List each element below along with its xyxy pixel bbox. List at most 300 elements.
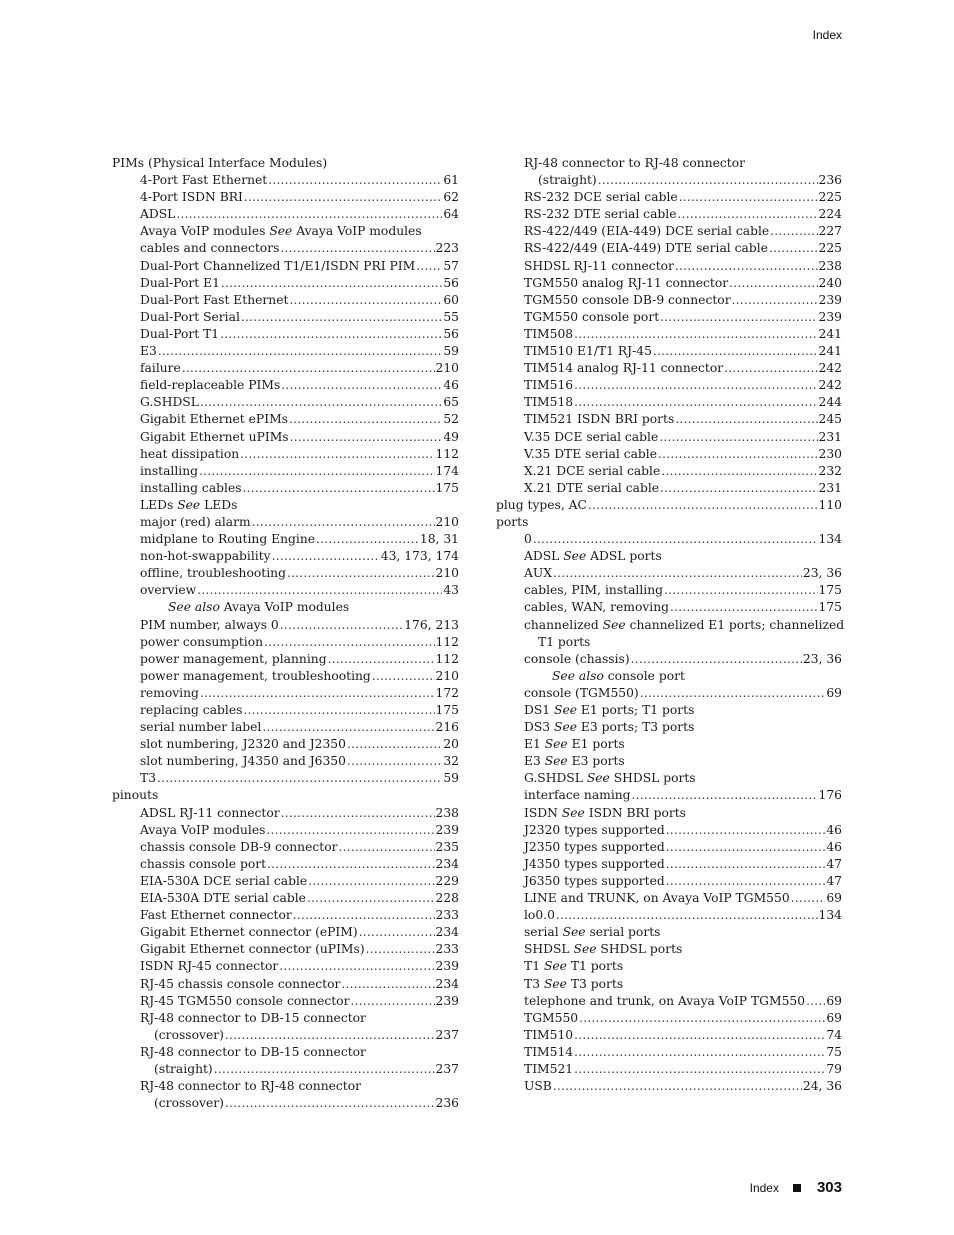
- index-entry: [112, 1095, 459, 1112]
- page-reference: 210: [435, 514, 459, 529]
- index-entry-term: [538, 634, 590, 651]
- index-entry-term: [524, 1061, 573, 1078]
- index-term-text: (crossover): [154, 1096, 224, 1111]
- index-entry: [496, 172, 842, 189]
- page-reference: 231: [818, 429, 842, 444]
- index-entry-term: [140, 531, 315, 548]
- page-reference: 176: [818, 788, 842, 803]
- dot-leader: [280, 617, 403, 634]
- index-entry-term: [524, 343, 652, 360]
- page-reference: 234: [435, 925, 459, 940]
- index-entry-term: [524, 856, 665, 873]
- page-reference: 239: [818, 309, 842, 324]
- index-term-text: TIM510 E1/T1 RJ-45: [524, 344, 652, 359]
- index-entry-term: [140, 326, 219, 343]
- index-entry: [496, 856, 842, 873]
- index-entry: [112, 634, 459, 651]
- dot-leader: [770, 223, 817, 240]
- index-entry: [496, 787, 842, 804]
- dot-leader: [666, 856, 826, 873]
- page-reference: 176, 213: [404, 617, 459, 632]
- index-entry: [112, 822, 459, 839]
- index-entry: [496, 531, 842, 548]
- index-entry: [112, 480, 459, 497]
- index-entry-term: [140, 976, 340, 993]
- index-entry: [112, 446, 459, 463]
- index-term-text: major (red) alarm: [140, 514, 251, 529]
- index-term-text: Avaya VoIP modules: [292, 224, 422, 239]
- index-term-text: non-hot-swappability: [140, 549, 271, 564]
- dot-leader: [574, 394, 817, 411]
- page-reference: 237: [435, 1061, 459, 1076]
- page-reference: 134: [818, 908, 842, 923]
- index-term-text: SHDSL ports: [596, 942, 683, 957]
- index-column-right: [496, 155, 845, 1095]
- index-entry: [496, 599, 842, 616]
- index-entry-term: [524, 548, 662, 565]
- index-entry: [112, 873, 459, 890]
- index-entry-term: [140, 240, 279, 257]
- page-reference: 236: [818, 173, 842, 188]
- index-entry-term: [524, 292, 731, 309]
- index-entry-term: [524, 873, 665, 890]
- dot-leader: [307, 890, 435, 907]
- page-reference: 62: [443, 190, 459, 205]
- page-reference: 231: [818, 480, 842, 495]
- page-reference: 61: [443, 173, 459, 188]
- index-entry-term: [524, 240, 768, 257]
- dot-leader: [678, 206, 818, 223]
- index-entry: [112, 1010, 459, 1027]
- page-reference: 233: [435, 942, 459, 957]
- page-reference: 56: [443, 275, 459, 290]
- index-entry-term: [524, 941, 682, 958]
- index-entry: [496, 514, 842, 531]
- dot-leader: [308, 873, 434, 890]
- dot-leader: [220, 326, 442, 343]
- index-entry: [112, 753, 459, 770]
- dot-leader: [225, 1027, 435, 1044]
- dot-leader: [287, 565, 435, 582]
- page-reference: 24, 36: [802, 1079, 842, 1094]
- index-entry-term: [524, 565, 552, 582]
- index-entry: [496, 206, 842, 223]
- index-term-text: T3: [524, 976, 544, 991]
- index-entry-term: [140, 497, 237, 514]
- index-term-text: TGM550: [524, 1010, 579, 1025]
- dot-leader: [632, 787, 818, 804]
- dot-leader: [262, 719, 434, 736]
- index-entry: [112, 958, 459, 975]
- index-entry: [112, 651, 459, 668]
- dot-leader: [200, 685, 435, 702]
- page-reference: 18, 31: [419, 532, 459, 547]
- page-reference: 47: [826, 856, 842, 871]
- index-entry: [112, 343, 459, 360]
- index-entry-term: [140, 924, 358, 941]
- index-entry-term: [140, 702, 242, 719]
- index-term-text: PIMs (Physical Interface Modules): [112, 156, 328, 170]
- index-term-text: TIM516: [524, 378, 574, 393]
- page-reference: 228: [435, 891, 459, 906]
- page-reference: 242: [818, 361, 842, 376]
- index-term-text: ISDN: [524, 805, 562, 820]
- page-reference: 233: [435, 908, 459, 923]
- index-entry-term: [524, 787, 631, 804]
- index-entry: [112, 941, 459, 958]
- page-reference: 74: [826, 1027, 842, 1042]
- index-term-text: ADSL ports: [586, 549, 662, 564]
- index-entry-term: [140, 890, 306, 907]
- index-entry-term: [524, 890, 790, 907]
- index-entry-term: [140, 565, 286, 582]
- index-entry: [112, 258, 459, 275]
- index-entry-term: [524, 685, 639, 702]
- page-reference: 241: [818, 344, 842, 359]
- dot-leader: [243, 702, 434, 719]
- index-entry: [496, 668, 842, 685]
- index-entry-term: [524, 429, 658, 446]
- index-entry-term: [524, 463, 660, 480]
- index-entry: [496, 1010, 842, 1027]
- index-entry-term: [524, 1010, 578, 1027]
- index-term-text: console port: [603, 668, 685, 683]
- dot-leader: [359, 924, 435, 941]
- index-entry: [496, 976, 842, 993]
- index-term-text: E3 ports; T3 ports: [577, 720, 695, 735]
- index-entry: [496, 275, 842, 292]
- index-term-text: TIM521 ISDN BRI ports: [524, 412, 675, 427]
- page-reference: 55: [443, 309, 459, 324]
- index-term-text: G.SHDSL: [524, 771, 587, 786]
- dot-leader: [279, 958, 434, 975]
- index-entry: [496, 189, 842, 206]
- page-reference: 238: [818, 258, 842, 273]
- dot-leader: [660, 480, 817, 497]
- dot-leader: [806, 993, 825, 1010]
- index-entry-term: [524, 480, 659, 497]
- index-entry: [496, 480, 842, 497]
- cross-reference-keyword: See: [544, 754, 568, 769]
- page-reference: 23, 36: [802, 651, 842, 666]
- index-entry-term: [524, 805, 686, 822]
- cross-reference-keyword: See: [562, 925, 586, 940]
- index-entry: [112, 770, 459, 787]
- index-term-text: lo0.0: [524, 908, 555, 923]
- index-entry-term: [524, 275, 728, 292]
- cross-reference-keyword: See: [554, 720, 578, 735]
- cross-reference-keyword: See: [573, 942, 597, 957]
- index-entry: [496, 1078, 842, 1095]
- page-reference: 43, 173, 174: [380, 549, 459, 564]
- index-term-text: ADSL RJ-11 connector: [140, 805, 280, 820]
- index-term-text: TIM521: [524, 1061, 574, 1076]
- index-entry: [496, 753, 842, 770]
- index-term-text: removing: [140, 685, 199, 700]
- index-entry: [496, 634, 842, 651]
- page-reference: 234: [435, 856, 459, 871]
- dot-leader: [281, 377, 442, 394]
- index-entry-term: [140, 463, 198, 480]
- dot-leader: [533, 531, 818, 548]
- index-term-text: E3: [140, 344, 157, 359]
- index-entry-term: [140, 480, 242, 497]
- index-term-text: J2320 types supported: [524, 822, 665, 837]
- index-term-text: Avaya VoIP modules: [140, 822, 266, 837]
- index-entry: [496, 736, 842, 753]
- index-term-text: TIM508: [524, 326, 574, 341]
- index-entry: [112, 1078, 459, 1095]
- dot-leader: [289, 292, 442, 309]
- index-entry: [496, 360, 842, 377]
- index-entry: [496, 651, 842, 668]
- index-entry-term: [140, 292, 288, 309]
- index-entry-term: [524, 360, 723, 377]
- index-entry-term: [140, 822, 265, 839]
- index-term-text: Fast Ethernet connector: [140, 908, 292, 923]
- index-entry-term: [112, 787, 158, 804]
- dot-leader: [598, 172, 818, 189]
- dot-leader: [214, 1061, 435, 1078]
- index-entry-term: [524, 617, 844, 634]
- page-reference: 65: [443, 395, 459, 410]
- index-entry-term: [524, 822, 665, 839]
- index-term-text: (straight): [538, 173, 597, 188]
- index-term-text: LEDs: [140, 497, 178, 512]
- cross-reference-keyword: See: [177, 497, 201, 512]
- dot-leader: [293, 907, 435, 924]
- index-entry-term: [524, 377, 573, 394]
- dot-leader: [574, 377, 817, 394]
- index-entry-term: [140, 651, 327, 668]
- cross-reference-keyword: See: [561, 805, 585, 820]
- index-entry-term: [524, 651, 630, 668]
- page-reference: 242: [818, 378, 842, 393]
- page-reference: 232: [818, 463, 842, 478]
- page-reference: 43: [443, 583, 459, 598]
- page-reference: 46: [826, 839, 842, 854]
- index-term-text: serial number label: [140, 720, 262, 735]
- page-reference: 236: [435, 1096, 459, 1111]
- index-entry-term: [524, 958, 623, 975]
- index-term-text: SHDSL: [524, 942, 574, 957]
- page-reference: 175: [818, 583, 842, 598]
- index-term-text: E1 ports; T1 ports: [577, 703, 695, 717]
- index-entry: [112, 275, 459, 292]
- cross-reference-keyword: See: [269, 224, 293, 239]
- index-term-text: heat dissipation: [140, 446, 240, 461]
- page-reference: 69: [826, 685, 842, 700]
- index-term-text: LEDs: [200, 497, 238, 512]
- index-entry: [112, 582, 459, 599]
- index-entry: [496, 822, 842, 839]
- index-entry-term: [140, 223, 422, 240]
- dot-leader: [267, 856, 434, 873]
- index-term-text: (straight): [154, 1061, 213, 1076]
- dot-leader: [289, 411, 442, 428]
- page-reference: 239: [435, 993, 459, 1008]
- dot-leader: [347, 753, 442, 770]
- index-entry-term: [538, 172, 597, 189]
- index-entry-term: [140, 856, 266, 873]
- page-reference: 64: [443, 207, 459, 222]
- index-entry-term: [524, 1044, 573, 1061]
- page-reference: 239: [818, 292, 842, 307]
- page-reference: 32: [443, 754, 459, 769]
- dot-leader: [588, 497, 818, 514]
- index-entry-term: [524, 976, 623, 993]
- page-reference: 60: [443, 292, 459, 307]
- index-entry-term: [140, 1044, 366, 1061]
- index-entry-term: [140, 873, 307, 890]
- index-term-text: USB: [524, 1079, 552, 1094]
- index-entry-term: [140, 839, 337, 856]
- index-term-text: power management, troubleshooting: [140, 668, 371, 683]
- page-footer: [750, 1179, 842, 1196]
- page-reference: 238: [435, 805, 459, 820]
- index-entry: [112, 463, 459, 480]
- index-entry: [496, 805, 842, 822]
- index-entry: [496, 343, 842, 360]
- index-term-text: EIA-530A DCE serial cable: [140, 873, 308, 888]
- index-term-text: ports: [496, 514, 529, 529]
- index-entry: [496, 326, 842, 343]
- index-term-text: TGM550 analog RJ-11 connector: [524, 275, 729, 290]
- index-term-text: DS1: [524, 703, 555, 717]
- page-reference: 216: [435, 720, 459, 735]
- index-term-text: RJ-48 connector to RJ-48 connector: [524, 156, 745, 170]
- index-term-text: Gigabit Ethernet connector (uPIMs): [140, 942, 365, 957]
- page-reference: 59: [443, 344, 459, 359]
- index-term-text: T1 ports: [566, 959, 624, 974]
- dot-leader: [197, 582, 442, 599]
- dot-leader: [553, 1078, 802, 1095]
- index-term-text: J2350 types supported: [524, 839, 665, 854]
- index-entry: [496, 839, 842, 856]
- index-term-text: RJ-48 connector to DB-15 connector: [140, 1044, 366, 1059]
- index-entry-term: [524, 702, 694, 719]
- dot-leader: [316, 531, 419, 548]
- index-entry: [112, 292, 459, 309]
- index-entry-term: [140, 258, 415, 275]
- index-entry: [112, 1027, 459, 1044]
- index-entry: [112, 719, 459, 736]
- index-entry-term: [140, 514, 251, 531]
- index-entry: [112, 839, 459, 856]
- dot-leader: [660, 309, 817, 326]
- index-entry: [496, 240, 842, 257]
- dot-leader: [372, 668, 435, 685]
- index-term-text: T1: [524, 959, 544, 974]
- index-entry: [112, 411, 459, 428]
- dot-leader: [290, 429, 443, 446]
- index-entry: [112, 976, 459, 993]
- cross-reference-keyword: See also: [552, 668, 604, 683]
- index-term-text: chassis console port: [140, 856, 267, 871]
- index-term-text: slot numbering, J4350 and J6350: [140, 754, 346, 769]
- dot-leader: [241, 309, 442, 326]
- index-term-text: DS3: [524, 720, 555, 735]
- dot-leader: [658, 446, 818, 463]
- index-entry-term: [140, 958, 278, 975]
- index-entry: [112, 1044, 459, 1061]
- index-term-text: Avaya VoIP modules: [219, 600, 350, 615]
- index-entry-term: [524, 155, 745, 172]
- dot-leader: [579, 1010, 825, 1027]
- dot-leader: [675, 258, 818, 275]
- index-entry: [112, 787, 459, 804]
- page-reference: 79: [826, 1061, 842, 1076]
- index-entry: [112, 172, 459, 189]
- index-entry-term: [524, 326, 573, 343]
- index-entry-term: [524, 258, 674, 275]
- page-reference: 235: [435, 839, 459, 854]
- index-entry: [112, 856, 459, 873]
- cross-reference-keyword: See also: [168, 600, 220, 615]
- index-term-text: power management, planning: [140, 651, 327, 666]
- cross-reference-keyword: See: [543, 959, 567, 974]
- index-entry-term: [140, 634, 263, 651]
- index-entry: [112, 531, 459, 548]
- dot-leader: [199, 463, 434, 480]
- index-entry: [496, 582, 842, 599]
- page-reference: 46: [443, 378, 459, 393]
- index-term-text: SHDSL ports: [609, 771, 696, 786]
- index-term-text: G.SHDSL: [140, 395, 199, 410]
- dot-leader: [182, 360, 435, 377]
- index-term-text: T3: [140, 771, 157, 786]
- index-entry-term: [524, 753, 625, 770]
- index-entry-term: [154, 1027, 224, 1044]
- index-entry-term: [524, 531, 532, 548]
- dot-leader: [791, 890, 826, 907]
- dot-leader: [341, 976, 434, 993]
- index-entry-term: [140, 719, 261, 736]
- index-entry: [496, 873, 842, 890]
- index-term-text: X.21 DCE serial cable: [524, 463, 661, 478]
- dot-leader: [724, 360, 817, 377]
- running-header: Index: [812, 28, 842, 42]
- index-term-text: Dual-Port E1: [140, 275, 220, 290]
- index-entry: [112, 360, 459, 377]
- page-reference: 227: [818, 224, 842, 239]
- index-entry: [496, 309, 842, 326]
- index-term-text: telephone and trunk, on Avaya VoIP TGM550: [524, 993, 806, 1008]
- dot-leader: [366, 941, 435, 958]
- index-entry-term: [140, 941, 365, 958]
- index-term-text: offline, troubleshooting: [140, 566, 286, 581]
- index-entry-term: [140, 1010, 366, 1027]
- dot-leader: [574, 1061, 825, 1078]
- index-entry-term: [140, 394, 199, 411]
- index-term-text: serial: [524, 925, 563, 940]
- page-reference: 245: [818, 412, 842, 427]
- index-entry: [112, 1061, 459, 1078]
- index-entry-term: [140, 582, 196, 599]
- index-entry: [496, 292, 842, 309]
- cross-reference-keyword: See: [586, 771, 610, 786]
- dot-leader: [266, 822, 434, 839]
- index-entry: [112, 497, 459, 514]
- index-entry-term: [140, 429, 289, 446]
- index-entry: [112, 565, 459, 582]
- index-term-text: J6350 types supported: [524, 873, 665, 888]
- index-term-text: TIM510: [524, 1027, 574, 1042]
- index-term-text: 4-Port Fast Ethernet: [140, 173, 268, 188]
- index-term-text: Dual-Port T1: [140, 326, 220, 341]
- index-term-text: TGM550 console DB-9 connector: [524, 292, 731, 307]
- index-term-text: Dual-Port Fast Ethernet: [140, 292, 289, 307]
